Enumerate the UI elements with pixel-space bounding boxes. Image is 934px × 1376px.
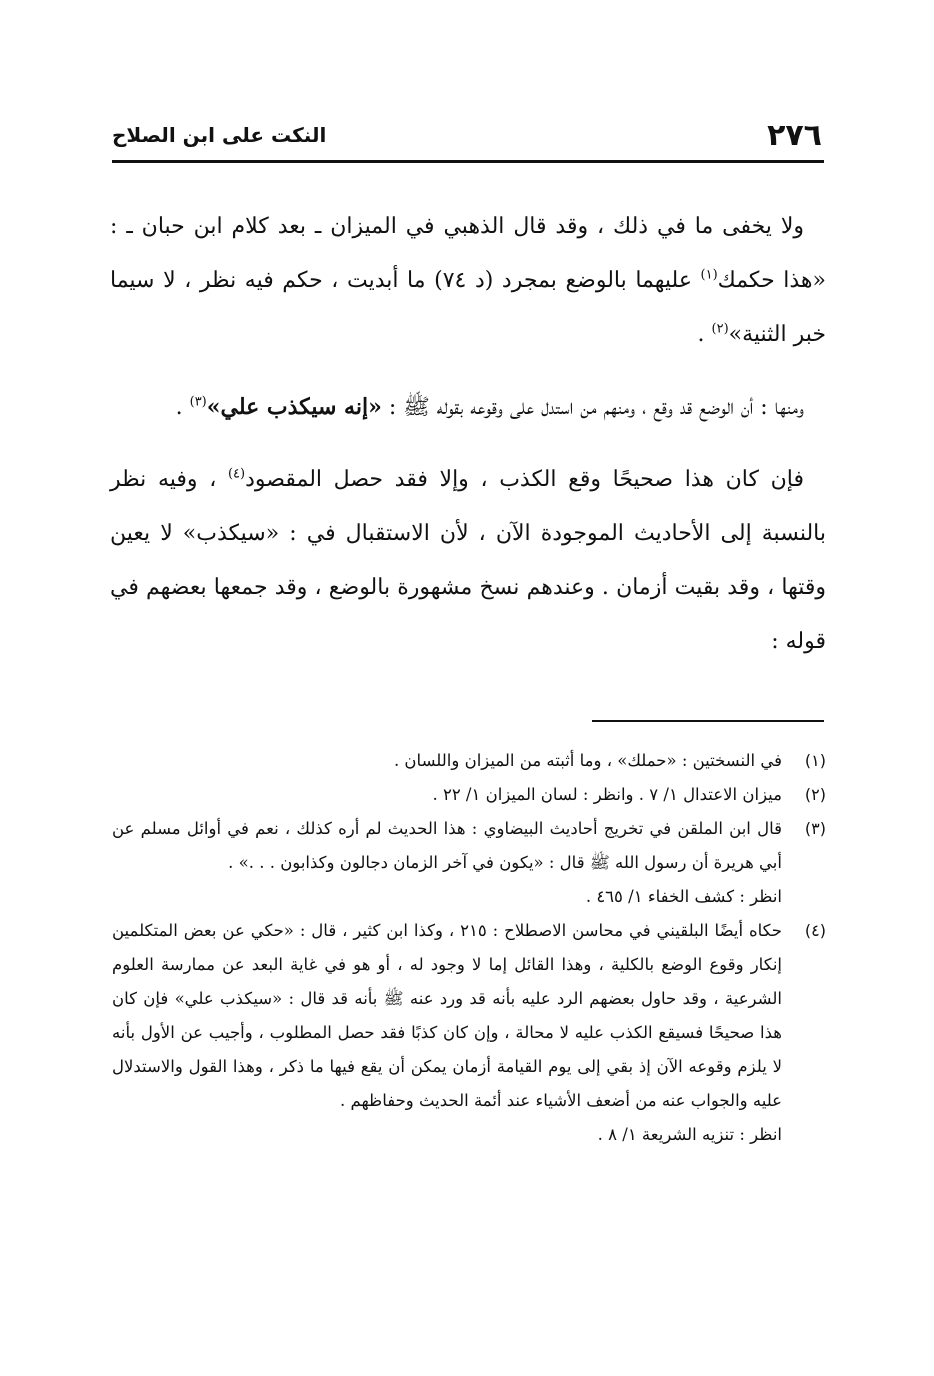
main-text (110, 200, 826, 687)
footnote-ref[interactable]: (٢) (711, 321, 729, 337)
paragraph-2 (110, 380, 826, 435)
paragraph-text: فإن كان هذا صحيحًا وقع الكذب ، وإلا فقد حصل المقصود (245, 467, 804, 492)
footnote-number: (٣) (804, 819, 826, 838)
footnote-line: انظر : تنزيه الشريعة ١/ ٨ . (597, 1125, 782, 1144)
footnote-4 (112, 914, 826, 1152)
footnote-1 (112, 744, 826, 778)
footnote-body (112, 744, 782, 778)
footnote-line: حكاه أيضًا البلقيني في محاسن الاصطلاح : ٢١٥ ، وكذا ابن كثير ، قال : «حكي عن بعض المتكلمين إنكار وقوع الوضع بالكلية ، وهذا القائل إما لا وجود له ، أو هو في غاية البعد عن ممارسة العلوم الشرعية ، وقد حاول بعضهم الرد عليه بأنه قد ورد عنه ﷺ بأنه قد قال : «سيكذب علي» فإن كان هذا صحيحًا فسيقع الكذب عليه لا محالة ، وإن كان كذبًا فقد حصل المطلوب ، وأجيب عن الأول بأنه لا يلزم وقوعه الآن إذ بقي إلى يوم القيامة أزمان يمكن أن يقع فيها ما ذكر ، وهذا القول والاستدلال عليه والجواب عنه من أضعف الأشياء عند أئمة الحديث وحفاظهم . (112, 921, 782, 1110)
paragraph-text: ومنها : أن الوضع قد وقع ، ومنهم من استدل على وقوعه بقوله ﷺ : (381, 395, 804, 420)
footnote-3 (112, 812, 826, 914)
footnote-line: انظر : كشف الخفاء ١/ ٤٦٥ . (585, 887, 782, 906)
footnotes (112, 744, 826, 1152)
footnote-2 (112, 778, 826, 812)
footnote-number: (٢) (804, 785, 826, 804)
header-rule (112, 160, 824, 163)
footnote-line: ميزان الاعتدال ١/ ٧ . وانظر : لسان الميزان ١/ ٢٢ . (432, 785, 782, 804)
footnote-body (112, 914, 782, 1152)
footnote-number: (١) (804, 751, 826, 770)
footnote-separator (592, 720, 824, 722)
footnote-line: في النسختين : «حملك» ، وما أثبته من الميزان واللسان . (393, 751, 782, 770)
footnote-line: قال ابن الملقن في تخريج أحاديث البيضاوي : هذا الحديث لم أره كذلك ، نعم في أوائل مسلم عن أبي هريرة أن رسول الله ﷺ قال : «يكون في آخر الزمان دجالون وكذابون . . .» . (112, 819, 782, 872)
footnote-ref[interactable]: (٣) (189, 394, 207, 410)
running-title: النكت على ابن الصلاح (112, 123, 327, 147)
footnote-body (112, 812, 782, 914)
footnote-ref[interactable]: (٤) (227, 466, 246, 482)
footnote-number: (٤) (804, 921, 826, 940)
footnote-ref[interactable]: (١) (700, 267, 718, 283)
paragraph-1 (110, 200, 826, 362)
page-header (112, 112, 822, 158)
page-number: ٢٧٦ (767, 117, 822, 153)
paragraph-text: . (697, 322, 712, 347)
paragraph-text: ، وفيه نظر بالنسبة إلى الأحاديث الموجودة الآن ، لأن الاستقبال في : «سيكذب» لا يعين وقتها ، وقد بقيت أزمان . وعندهم نسخ مشهورة بالوضع ، وقد جمعها بعضهم في قوله : (110, 467, 826, 654)
paragraph-text: عليهما بالوضع بمجرد (د ٧٤) ما أبديت ، حكم فيه نظر ، لا سيما خبر الثنية» (110, 268, 826, 347)
hadith-quote: «إنه سيكذب علي» (206, 394, 382, 420)
footnote-body (112, 778, 782, 812)
paragraph-3 (110, 453, 826, 669)
paragraph-text: . (175, 395, 190, 420)
paragraph-text: ولا يخفى ما في ذلك ، وقد قال الذهبي في الميزان ـ بعد كلام ابن حبان ـ : «هذا حكمك (110, 214, 826, 293)
